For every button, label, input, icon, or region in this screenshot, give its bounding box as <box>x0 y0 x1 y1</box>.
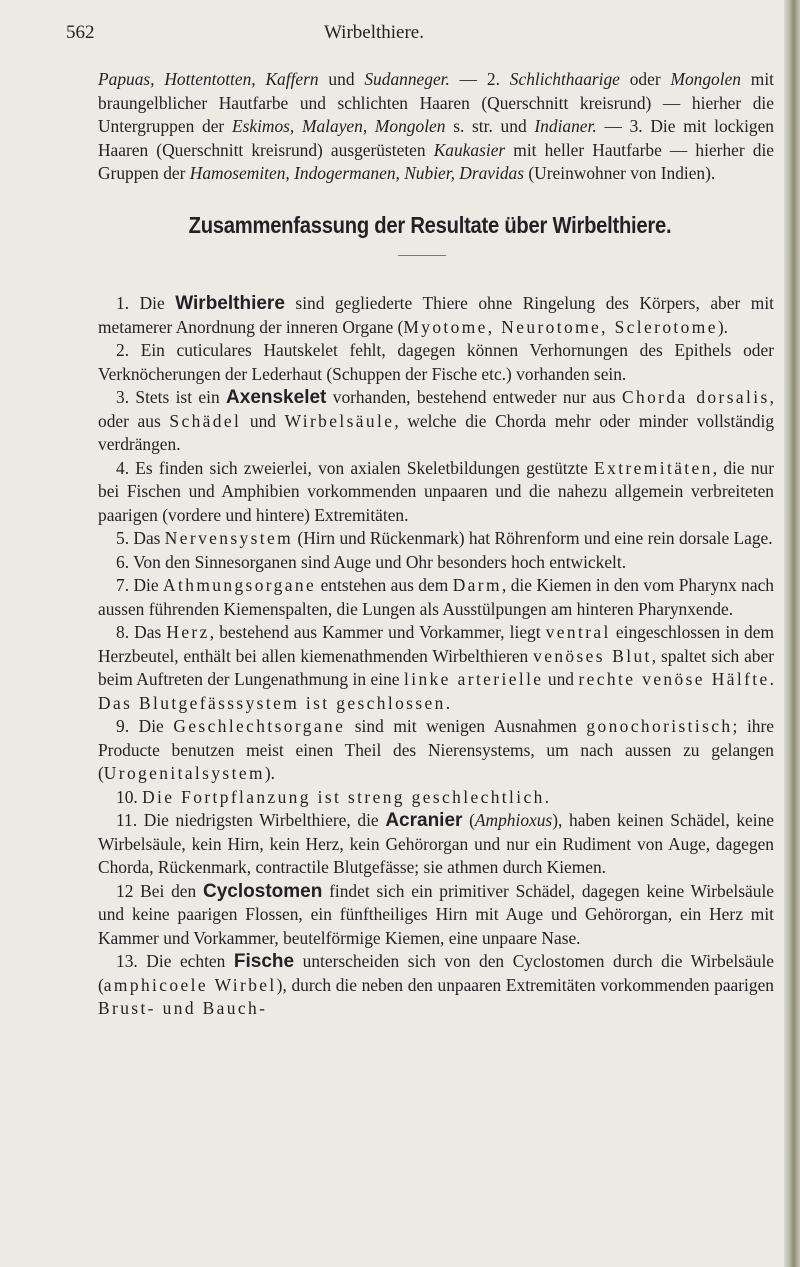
text-run: 5. Das <box>116 528 165 548</box>
text-run: mit heller Hautfarbe — hierher die Gruppen der <box>98 139 775 184</box>
text-run: 7. Die <box>116 575 164 595</box>
intro-text <box>98 68 774 186</box>
text-run: . <box>544 786 550 807</box>
text-run: , die nur bei Fischen und Amphibien vorkommenden unpaaren und die nahezu allgemein verbreiteten paarigen (vordere und hintere) Extremitäten. <box>98 457 774 525</box>
spaced-term: Urogenitalsystem <box>103 763 265 783</box>
summary-item-3 <box>98 386 774 457</box>
text-run: findet sich ein primitiver Schädel, dagegen keine Wirbelsäule und keine paarigen Flossen, ein fünftheiliges Hirn mit Auge und Gehörorgan, ein Herz mit Kammer und Vorkammer, beutelförmige Kiemen, eine unpaare Nase. <box>98 880 774 948</box>
text-run: ). <box>717 316 728 337</box>
text-run: eingeschlossen in dem Herzbeutel, enthält bei allen kiemenathmenden Wirbelthieren <box>98 622 774 666</box>
summary-item-12 <box>98 880 774 951</box>
bold-term: Axenskelet <box>226 387 327 408</box>
text-run: 13. Die echten <box>116 951 234 971</box>
text-run: — 3. Die mit lockigen Haaren (Querschnitt kreisrund) ausgerüsteten <box>98 116 775 160</box>
heading-rule <box>398 255 446 256</box>
text-run: 12 Bei den <box>116 880 204 901</box>
summary-item-7 <box>98 574 774 621</box>
text-run: ; ihre Producte benutzen meist einen Theil des Nierensystems, um nach aussen zu gelangen ( <box>98 716 774 783</box>
text-run: , welche die Chorda mehr oder minder vollständig verdrängen. <box>98 410 775 454</box>
summary-item-5 <box>98 527 774 551</box>
text-run: — 2. <box>449 69 510 89</box>
running-title: Wirbelthiere. <box>324 22 424 43</box>
text-run: , oder aus <box>98 387 774 431</box>
summary-item-1 <box>98 292 774 339</box>
text-run: 6. Von den Sinnesorganen sind Auge und Ohr besonders hoch entwickelt. <box>116 551 627 572</box>
text-run: s. str. und <box>445 116 535 137</box>
text-run: und <box>318 69 365 89</box>
spaced-term: venöses Blut <box>533 645 652 666</box>
text-run: (Ureinwohner von Indien). <box>524 163 716 184</box>
spaced-term: Brust- und Bauch- <box>98 998 268 1018</box>
summary-item-11 <box>98 809 774 880</box>
summary-item-6 <box>98 551 774 575</box>
summary-item-9 <box>98 715 774 786</box>
summary-list <box>98 292 774 1021</box>
spaced-term: ventral <box>545 622 611 642</box>
spaced-term: Geschlechtsorgane <box>173 716 346 736</box>
italic-term: Sudanneger. <box>364 69 450 89</box>
text-run: sind mit wenigen Ausnahmen <box>345 716 587 736</box>
text-run: ), haben keinen Schädel, keine Wirbelsäule, kein Hirn, kein Herz, kein Gehörorgan und nur ein Rudiment von Auge, dagegen Chorda, Rückenmark, contractile Blutgefässe; sie athmen durch Kiemen. <box>98 810 775 877</box>
text-run: 8. Das <box>116 622 167 642</box>
text-run: . <box>769 669 774 689</box>
summary-item-4 <box>98 457 774 528</box>
italic-term: Eskimos, Malayen, Mongolen <box>231 116 446 137</box>
text-run: und <box>543 669 579 689</box>
text-run: 2. Ein cuticulares Hautskelet fehlt, dagegen können Verhornungen des Epithels oder Verknöcherungen der Lederhaut (Schuppen der Fische etc.) vorhanden sein. <box>98 340 774 384</box>
summary-item-2 <box>98 339 774 386</box>
bold-term: Cyclostomen <box>203 880 323 902</box>
summary-item-10 <box>98 786 774 810</box>
italic-term: Papuas, Hottentotten, Kaffern <box>98 69 319 89</box>
spaced-term: Darm <box>452 575 502 595</box>
text-run: 9. Die <box>116 716 174 736</box>
spaced-term: gonochoristisch <box>586 716 733 736</box>
spaced-term: Chorda dorsalis <box>621 387 770 407</box>
italic-term: Kaukasier <box>433 139 506 160</box>
italic-term: Mongolen <box>670 69 741 89</box>
text-run: ), durch die neben den unpaaren Extremitäten vorkommenden paarigen <box>276 974 774 995</box>
text-run: unterscheiden sich von den Cyclostomen durch die Wirbelsäule ( <box>98 951 774 995</box>
spaced-term: rechte venöse Hälfte <box>578 669 770 689</box>
spaced-term: linke arterielle <box>403 669 544 689</box>
page-edge <box>784 0 800 1267</box>
section-heading: Zusammenfassung der Resultate über Wirbelthiere. <box>188 212 672 238</box>
spaced-term: Schädel <box>169 410 242 431</box>
bold-term: Fische <box>233 951 295 972</box>
spaced-term: Die Fortpflanzung ist streng geschlechtlich <box>142 786 545 807</box>
text-run: oder <box>619 69 671 89</box>
text-run: . <box>445 692 451 713</box>
text-run: (Hirn und Rückenmark) hat Röhrenform und eine rein dorsale Lage. <box>293 528 773 548</box>
spaced-term: Myotome, Neurotome, Sclerotome <box>403 316 718 337</box>
italic-term: Hamosemiten, Indogermanen, Nubier, Dravidas <box>189 163 525 184</box>
text-run: , die Kiemen in den vom Pharynx nach aussen führenden Kiemenspalten, die Lungen als Ausstülpungen am hinteren Pharynxende. <box>98 575 774 619</box>
bold-term: Acranier <box>385 810 463 831</box>
spaced-term: Athmungsorgane <box>163 575 317 595</box>
italic-term: Indianer. <box>534 116 597 137</box>
bold-term: Wirbelthiere <box>175 293 285 314</box>
spaced-term: amphicoele Wirbel <box>103 974 277 995</box>
summary-item-13 <box>98 950 774 1021</box>
spaced-term: Das Blutgefässsystem ist geschlossen <box>98 692 446 713</box>
text-run: , spaltet sich aber beim Auftreten der Lungenathmung in eine <box>98 645 774 689</box>
intro-paragraph <box>98 68 774 186</box>
text-run: ). <box>264 763 276 783</box>
text-run: 11. Die niedrigsten Wirbelthiere, die <box>116 810 386 830</box>
spaced-term: Wirbelsäule <box>284 410 395 431</box>
text-run: und <box>241 410 285 431</box>
text-run: 3. Stets ist ein <box>116 387 227 407</box>
text-run: , bestehend aus Kammer und Vorkammer, liegt <box>209 622 546 642</box>
text-run: entstehen aus dem <box>316 575 453 595</box>
text-run: vorhanden, bestehend entweder nur aus <box>326 387 622 407</box>
text-run: 4. Es finden sich zweierlei, von axialen Skeletbildungen gestützte <box>116 457 595 478</box>
spaced-term: Extremitäten <box>594 457 713 478</box>
text-run: 10. <box>116 786 143 807</box>
spaced-term: Herz <box>166 622 210 642</box>
text-run: mit braungelblicher Hautfarbe und schlichten Haaren (Querschnitt kreisrund) — hierher die Untergruppen der <box>98 69 775 137</box>
page-number: 562 <box>66 22 95 43</box>
text-run: ( <box>462 810 475 830</box>
text-run: sind gegliederte Thiere ohne Ringelung des Körpers, aber mit metamerer Anordnung der inneren Organe ( <box>98 293 774 337</box>
spaced-term: Nervensystem <box>164 528 294 548</box>
summary-item-8 <box>98 621 774 715</box>
italic-term: Amphioxus <box>474 810 553 830</box>
italic-term: Schlichthaarige <box>509 69 620 89</box>
text-run: 1. Die <box>116 293 176 313</box>
